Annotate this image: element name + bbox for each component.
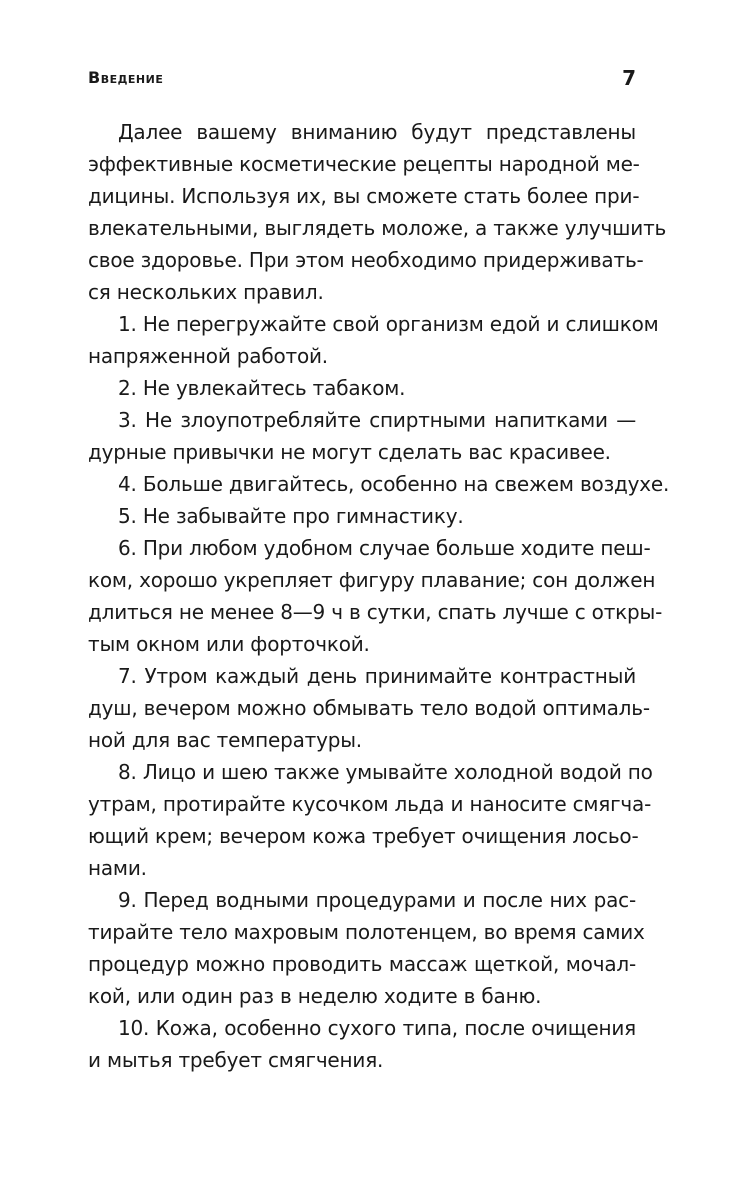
text-line: душ, вечером можно обмывать тело водой оптималь-: [88, 696, 650, 720]
text-line: влекательными, выглядеть моложе, а также улучшить: [88, 216, 667, 240]
text-line: кой, или один раз в неделю ходите в баню.: [88, 984, 542, 1008]
text-line: процедур можно проводить массаж щеткой, мочал-: [88, 952, 636, 976]
text-line: длиться не менее 8—9 ч в сутки, спать лучше с откры-: [88, 600, 663, 624]
text-line: эффективные косметические рецепты народной ме-: [88, 152, 640, 176]
list-item-line: 5. Не забывайте про гимнастику.: [118, 504, 464, 528]
page-number: 7: [622, 66, 636, 90]
text-line: напряженной работой.: [88, 344, 328, 368]
list-item-line: 10. Кожа, особенно сухого типа, после очищения: [118, 1016, 636, 1040]
text-line: и мытья требует смягчения.: [88, 1048, 384, 1072]
list-item-line: 8. Лицо и шею также умывайте холодной водой по: [118, 760, 653, 784]
list-item-line: 4. Больше двигайтесь, особенно на свежем воздухе.: [118, 472, 670, 496]
list-item-line: 2. Не увлекайтесь табаком.: [118, 376, 406, 400]
text-line: ком, хорошо укрепляет фигуру плавание; сон должен: [88, 568, 656, 592]
list-item-line: 3. Не злоупотребляйте спиртными напитками —: [118, 408, 636, 432]
text-line: свое здоровье. При этом необходимо придерживать-: [88, 248, 644, 272]
text-line: ся нескольких правил.: [88, 280, 324, 304]
text-line: тирайте тело махровым полотенцем, во время самих: [88, 920, 645, 944]
text-line: нами.: [88, 856, 147, 880]
list-item-line: 1. Не перегружайте свой организм едой и слишком: [118, 312, 659, 336]
text-line: Далее вашему вниманию будут представлены: [118, 120, 636, 144]
list-item-line: 9. Перед водными процедурами и после них рас-: [118, 888, 636, 912]
text-line: ющий крем; вечером кожа требует очищения лосьо-: [88, 824, 639, 848]
text-line: утрам, протирайте кусочком льда и наносите смягча-: [88, 792, 652, 816]
text-line: ной для вас температуры.: [88, 728, 362, 752]
running-head: Введение: [88, 68, 164, 87]
text-line: дурные привычки не могут сделать вас красивее.: [88, 440, 611, 464]
list-item-line: 7. Утром каждый день принимайте контрастный: [118, 664, 636, 688]
text-line: тым окном или форточкой.: [88, 632, 370, 656]
text-line: дицины. Используя их, вы сможете стать более при-: [88, 184, 640, 208]
list-item-line: 6. При любом удобном случае больше ходите пеш-: [118, 536, 651, 560]
